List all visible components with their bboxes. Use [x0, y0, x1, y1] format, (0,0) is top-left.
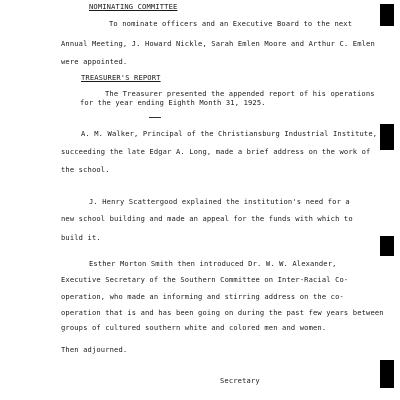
smith-line-2: Executive Secretary of the Southern Committee on Inter-Racial Co- [61, 275, 349, 284]
smith-line-4: operation that is and has been going on during the past few years between [61, 308, 384, 317]
scattergood-line-2: new school building and made an appeal for the funds with which to [61, 214, 353, 223]
scan-edge-mark-bottom [380, 360, 394, 388]
smith-line-5: groups of cultured southern white and colored men and women. [61, 323, 327, 332]
nominating-line-3: were appointed. [61, 57, 128, 66]
nominating-committee-heading: NOMINATING COMMITTEE [89, 2, 178, 11]
scan-edge-mark-lower [380, 236, 394, 256]
nominating-line-1: To nominate officers and an Executive Board to the next [109, 19, 353, 28]
separator-dash [149, 117, 161, 118]
scattergood-line-1: J. Henry Scattergood explained the institution's need for a [89, 197, 350, 206]
scan-edge-mark-middle [380, 124, 394, 150]
treasurer-line-2: for the year ending Eighth Month 31, 1925. [80, 98, 266, 107]
scattergood-line-3: build it. [61, 233, 101, 242]
secretary-signature-label: Secretary [220, 376, 260, 385]
smith-line-1: Esther Morton Smith then introduced Dr. W. W. Alexander, [89, 259, 337, 268]
smith-line-3: operation, who made an informing and stirring address on the co- [61, 292, 344, 301]
nominating-line-2: Annual Meeting, J. Howard Nickle, Sarah Emlen Moore and Arthur C. Emlen [61, 39, 375, 48]
walker-line-3: the school. [61, 165, 110, 174]
adjourned-text: Then adjourned. [61, 345, 128, 354]
scan-edge-mark-top [380, 4, 394, 26]
walker-line-2: succeeding the late Edgar A. Long, made a brief address on the work of [61, 147, 371, 156]
treasurers-report-heading: TREASURER'S REPORT [81, 73, 161, 82]
walker-line-1: A. M. Walker, Principal of the Christiansburg Industrial Institute, [81, 129, 378, 138]
treasurer-line-1: The Treasurer presented the appended report of his operations [105, 89, 375, 98]
